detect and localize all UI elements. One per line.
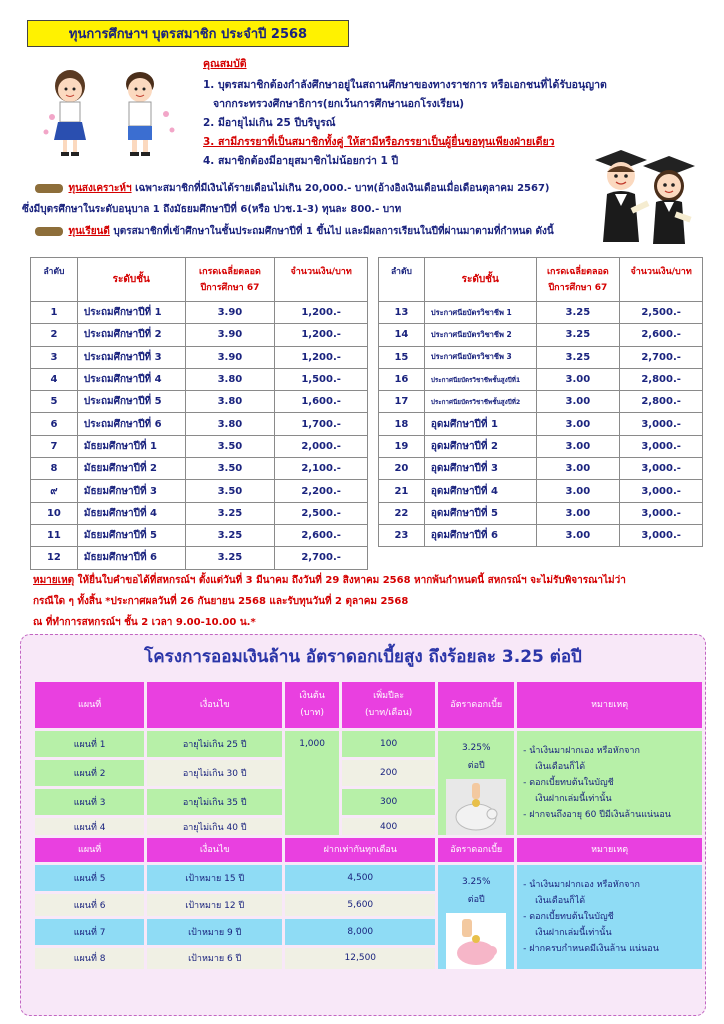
grade-cell: 3.25 [185, 524, 275, 546]
graduate-girl-image [643, 156, 695, 244]
table-row [31, 458, 368, 480]
level-cell: อุดมศึกษาปีที่ 6 [424, 524, 536, 546]
column-header-initial: เงินต้น (บาท) [285, 682, 339, 728]
table-row [31, 346, 368, 368]
grade-cell: 3.90 [185, 302, 275, 324]
scholarship-table-left [30, 257, 368, 570]
increase-cell: 200 [342, 760, 435, 786]
no-cell: 14 [379, 324, 425, 346]
table-row [31, 368, 368, 390]
savings-header-row [35, 682, 702, 728]
qualification-item: จากกระทรวงศึกษาธิการ(ยกเว้นการศึกษานอกโรงเรียน) [213, 98, 465, 110]
amount-cell: 3,000.- [620, 413, 703, 435]
level-cell: มัธยมศึกษาปีที่ 5 [77, 524, 185, 546]
scholarship-table-right [378, 257, 703, 547]
qualification-item: 1. บุตรสมาชิกต้องกำลังศึกษาอยู่ในสถานศึกษาของทางราชการ หรือเอกชนที่ได้รับอนุญาต [203, 79, 607, 91]
column-header-amount: จำนวนเงิน/บาท [620, 258, 703, 302]
amount-cell: 1,500.- [275, 368, 368, 390]
welfare-label: ทุนสงเคราะห์ฯ [68, 183, 132, 194]
plan-cell: แผนที่ 7 [35, 919, 144, 945]
column-header-grade: เกรดเฉลี่ยตลอด ปีการศึกษา 67 [536, 258, 620, 302]
amount-cell: 2,600.- [275, 524, 368, 546]
amount-cell: 2,100.- [275, 458, 368, 480]
level-cell: ประถมศึกษาปีที่ 5 [77, 391, 185, 413]
monthly-cell: 8,000 [285, 919, 435, 945]
grade-cell: 3.25 [185, 547, 275, 569]
level-cell: ประกาศนียบัตรวิชาชีพชั้นสูงปีที่1 [424, 368, 536, 390]
table-row [379, 480, 703, 502]
note-label: หมายเหตุ [33, 575, 75, 586]
table-row [31, 413, 368, 435]
level-cell: อุดมศึกษาปีที่ 1 [424, 413, 536, 435]
level-cell: มัธยมศึกษาปีที่ 3 [77, 480, 185, 502]
monthly-cell: 4,500 [285, 865, 435, 891]
monthly-cell: 12,500 [285, 948, 435, 970]
welfare-scholarship-line2: ซึ่งมีบุตรศึกษาในระดับอนุบาล 1 ถึงมัธยมศึกษาปีที่ 6(หรือ ปวช.1-3) ทุนละ 800.- บาท [22, 204, 402, 215]
grade-cell: 3.50 [185, 458, 275, 480]
grade-cell: 3.00 [536, 458, 620, 480]
column-header-plan: แผนที่ [35, 838, 144, 862]
grade-cell: 3.80 [185, 413, 275, 435]
column-header-grade: เกรดเฉลี่ยตลอด ปีการศึกษา 67 [185, 258, 275, 302]
savings-table [32, 679, 705, 972]
amount-cell: 2,800.- [620, 391, 703, 413]
grade-cell: 3.00 [536, 368, 620, 390]
grade-cell: 3.25 [536, 302, 620, 324]
no-cell: ๙ [31, 480, 78, 502]
amount-cell: 3,000.- [620, 524, 703, 546]
grade-cell: 3.25 [536, 346, 620, 368]
table-row [31, 480, 368, 502]
column-header-level: ระดับชั้น [424, 258, 536, 302]
column-header-plan: แผนที่ [35, 682, 144, 728]
savings-header-row [35, 838, 702, 862]
amount-cell: 1,600.- [275, 391, 368, 413]
no-cell: 12 [31, 547, 78, 569]
no-cell: 5 [31, 391, 78, 413]
table-row [379, 413, 703, 435]
column-header-increase: เพิ่มปีละ (บาท/เดือน) [342, 682, 435, 728]
grade-cell: 3.00 [536, 435, 620, 457]
grade-cell: 3.50 [185, 480, 275, 502]
table-row [379, 302, 703, 324]
grade-cell: 3.00 [536, 480, 620, 502]
amount-cell: 2,600.- [620, 324, 703, 346]
table-row [379, 502, 703, 524]
no-cell: 18 [379, 413, 425, 435]
graduates-illustration [585, 142, 703, 247]
grade-cell: 3.25 [536, 324, 620, 346]
condition-cell: เป้าหมาย 6 ปี [147, 948, 282, 970]
no-cell: 22 [379, 502, 425, 524]
condition-cell: เป้าหมาย 12 ปี [147, 894, 282, 916]
plan-cell: แผนที่ 2 [35, 760, 144, 786]
note-text: กรณีใด ๆ ทั้งสิ้น *ประกาศผลวันที่ 26 กันยายน 2568 และรับทุนวันที่ 2 ตุลาคม 2568 [33, 596, 409, 607]
grade-cell: 3.50 [185, 435, 275, 457]
level-cell: อุดมศึกษาปีที่ 3 [424, 458, 536, 480]
table-header-row [379, 258, 703, 302]
level-cell: ประถมศึกษาปีที่ 3 [77, 346, 185, 368]
level-cell: มัธยมศึกษาปีที่ 6 [77, 547, 185, 569]
column-header-rate: อัตราดอกเบี้ย [438, 682, 514, 728]
note-section [33, 570, 703, 633]
column-header-condition: เงื่อนไข [147, 838, 282, 862]
condition-cell: เป้าหมาย 15 ปี [147, 865, 282, 891]
plan-cell: แผนที่ 8 [35, 948, 144, 970]
amount-cell: 2,200.- [275, 480, 368, 502]
table-row [31, 502, 368, 524]
table-row [31, 324, 368, 346]
plan-cell: แผนที่ 5 [35, 865, 144, 891]
no-cell: 4 [31, 368, 78, 390]
plan-cell: แผนที่ 6 [35, 894, 144, 916]
no-cell: 20 [379, 458, 425, 480]
monthly-cell: 5,600 [285, 894, 435, 916]
grade-cell: 3.80 [185, 391, 275, 413]
condition-cell: อายุไม่เกิน 35 ปี [147, 789, 282, 815]
amount-cell: 3,000.- [620, 458, 703, 480]
amount-cell: 3,000.- [620, 480, 703, 502]
table-row [379, 391, 703, 413]
table-row [35, 865, 702, 891]
welfare-scholarship-line [33, 181, 549, 196]
boy-student-image [126, 72, 175, 156]
level-cell: มัธยมศึกษาปีที่ 4 [77, 502, 185, 524]
level-cell: ประถมศึกษาปีที่ 1 [77, 302, 185, 324]
amount-cell: 3,000.- [620, 435, 703, 457]
table-row [31, 547, 368, 569]
amount-cell: 1,200.- [275, 346, 368, 368]
amount-cell: 2,700.- [275, 547, 368, 569]
condition-cell: อายุไม่เกิน 30 ปี [147, 760, 282, 786]
amount-cell: 2,800.- [620, 368, 703, 390]
amount-cell: 2,500.- [620, 302, 703, 324]
piggy-bank-coin-icon [446, 913, 506, 969]
plan-cell: แผนที่ 4 [35, 818, 144, 835]
table-row [35, 731, 702, 757]
remarks-cell: - นำเงินมาฝากเอง หรือหักจาก เงินเดือนก็ได้ - ดอกเบี้ยทบต้นในบัญชี เงินฝากเล่มนี้เท่านั้น - ฝากจนถึงอายุ 60 ปีมีเงินล้านแน่นอน [517, 731, 702, 835]
table-row [379, 346, 703, 368]
no-cell: 11 [31, 524, 78, 546]
grade-cell: 3.90 [185, 346, 275, 368]
girl-student-image [44, 70, 87, 156]
level-cell: ประกาศนียบัตรวิชาชีพ 2 [424, 324, 536, 346]
level-cell: ประกาศนียบัตรวิชาชีพ 3 [424, 346, 536, 368]
amount-cell: 3,000.- [620, 502, 703, 524]
merit-text: บุตรสมาชิกที่เข้าศึกษาในชั้นประถมศึกษาปีที่ 1 ขึ้นไป และมีผลการเรียนในปีที่ผ่านมาตามที่กำหนด ดังนี้ [113, 226, 554, 237]
qualifications-heading: คุณสมบัติ [203, 58, 247, 70]
level-cell: ประกาศนียบัตรวิชาชีพ 1 [424, 302, 536, 324]
no-cell: 19 [379, 435, 425, 457]
no-cell: 13 [379, 302, 425, 324]
no-cell: 1 [31, 302, 78, 324]
level-cell: อุดมศึกษาปีที่ 2 [424, 435, 536, 457]
column-header-remarks: หมายเหตุ [517, 838, 702, 862]
students-wai-illustration [40, 62, 180, 162]
no-cell: 3 [31, 346, 78, 368]
qualification-item: 3. สามีภรรยาที่เป็นสมาชิกทั้งคู่ ให้สามีหรือภรรยาเป็นผู้ยื่นขอทุนเพียงฝ่ายเดียว [203, 136, 555, 148]
table-row [379, 458, 703, 480]
amount-cell: 1,200.- [275, 324, 368, 346]
column-header-monthly: ฝากเท่ากันทุกเดือน [285, 838, 435, 862]
level-cell: ประถมศึกษาปีที่ 4 [77, 368, 185, 390]
no-cell: 10 [31, 502, 78, 524]
interest-rate-cell: 3.25% ต่อปี [438, 865, 514, 969]
no-cell: 23 [379, 524, 425, 546]
condition-cell: อายุไม่เกิน 40 ปี [147, 818, 282, 835]
level-cell: มัธยมศึกษาปีที่ 2 [77, 458, 185, 480]
column-header-no: ลำดับ [31, 258, 78, 302]
plan-cell: แผนที่ 3 [35, 789, 144, 815]
no-cell: 17 [379, 391, 425, 413]
note-text: ให้ยื่นใบคำขอได้ที่สหกรณ์ฯ ตั้งแต่วันที่ 3 มีนาคม ถึงวันที่ 29 สิงหาคม 2568 หากพ้นกำหนดนี้ สหกรณ์ฯ จะไม่รับพิจารณาไม่ว่า [77, 575, 626, 586]
merit-scholarship-line [33, 224, 554, 239]
table-row [31, 435, 368, 457]
grade-cell: 3.00 [536, 391, 620, 413]
table-row [379, 435, 703, 457]
column-header-remarks: หมายเหตุ [517, 682, 702, 728]
no-cell: 7 [31, 435, 78, 457]
no-cell: 8 [31, 458, 78, 480]
note-text: ณ ที่ทำการสหกรณ์ฯ ชั้น 2 เวลา 9.00-10.00 น.* [33, 617, 256, 628]
column-header-level: ระดับชั้น [77, 258, 185, 302]
log-decoration-icon [35, 184, 63, 193]
increase-cell: 400 [342, 818, 435, 835]
condition-cell: เป้าหมาย 9 ปี [147, 919, 282, 945]
condition-cell: อายุไม่เกิน 25 ปี [147, 731, 282, 757]
column-header-rate: อัตราดอกเบี้ย [438, 838, 514, 862]
plan-cell: แผนที่ 1 [35, 731, 144, 757]
table-row [31, 524, 368, 546]
table-row [379, 368, 703, 390]
no-cell: 6 [31, 413, 78, 435]
increase-cell: 300 [342, 789, 435, 815]
piggy-bank-icon [446, 779, 506, 835]
grade-cell: 3.00 [536, 413, 620, 435]
column-header-condition: เงื่อนไข [147, 682, 282, 728]
level-cell: ประถมศึกษาปีที่ 2 [77, 324, 185, 346]
graduate-boy-image [595, 150, 649, 242]
amount-cell: 1,700.- [275, 413, 368, 435]
table-header-row [31, 258, 368, 302]
no-cell: 21 [379, 480, 425, 502]
level-cell: อุดมศึกษาปีที่ 4 [424, 480, 536, 502]
level-cell: อุดมศึกษาปีที่ 5 [424, 502, 536, 524]
level-cell: ประถมศึกษาปีที่ 6 [77, 413, 185, 435]
no-cell: 2 [31, 324, 78, 346]
amount-cell: 2,700.- [620, 346, 703, 368]
qualification-item: 4. สมาชิกต้องมีอายุสมาชิกไม่น้อยกว่า 1 ปี [203, 155, 399, 167]
initial-amount-cell: 1,000 [285, 731, 339, 835]
table-row [379, 524, 703, 546]
welfare-text: เฉพาะสมาชิกที่มีเงินได้รายเดือนไม่เกิน 20,000.- บาท(อ้างอิงเงินเดือนเมื่อเดือนตุลาคม 2567) [135, 183, 550, 194]
savings-project-section [20, 634, 706, 1016]
column-header-no: ลำดับ [379, 258, 425, 302]
amount-cell: 1,200.- [275, 302, 368, 324]
increase-cell: 100 [342, 731, 435, 757]
log-decoration-icon [35, 227, 63, 236]
level-cell: ประกาศนียบัตรวิชาชีพชั้นสูงปีที่2 [424, 391, 536, 413]
level-cell: มัธยมศึกษาปีที่ 1 [77, 435, 185, 457]
no-cell: 16 [379, 368, 425, 390]
interest-rate-cell: 3.25% ต่อปี [438, 731, 514, 835]
grade-cell: 3.25 [185, 502, 275, 524]
qualifications-section [203, 55, 623, 171]
no-cell: 15 [379, 346, 425, 368]
table-row [31, 391, 368, 413]
page-title: ทุนการศึกษาฯ บุตรสมาชิก ประจำปี 2568 [27, 20, 349, 47]
qualification-item: 2. มีอายุไม่เกิน 25 ปีบริบูรณ์ [203, 117, 336, 129]
table-row [31, 302, 368, 324]
grade-cell: 3.00 [536, 502, 620, 524]
amount-cell: 2,000.- [275, 435, 368, 457]
grade-cell: 3.00 [536, 524, 620, 546]
column-header-amount: จำนวนเงิน/บาท [275, 258, 368, 302]
amount-cell: 2,500.- [275, 502, 368, 524]
savings-title: โครงการออมเงินล้าน อัตราดอกเบี้ยสูง ถึงร้อยละ 3.25 ต่อปี [144, 647, 582, 667]
grade-cell: 3.80 [185, 368, 275, 390]
merit-label: ทุนเรียนดี [68, 226, 110, 237]
table-row [379, 324, 703, 346]
remarks-cell: - นำเงินมาฝากเอง หรือหักจาก เงินเดือนก็ได้ - ดอกเบี้ยทบต้นในบัญชี เงินฝากเล่มนี้เท่านั้น - ฝากครบกำหนดมีเงินล้าน แน่นอน [517, 865, 702, 969]
grade-cell: 3.90 [185, 324, 275, 346]
